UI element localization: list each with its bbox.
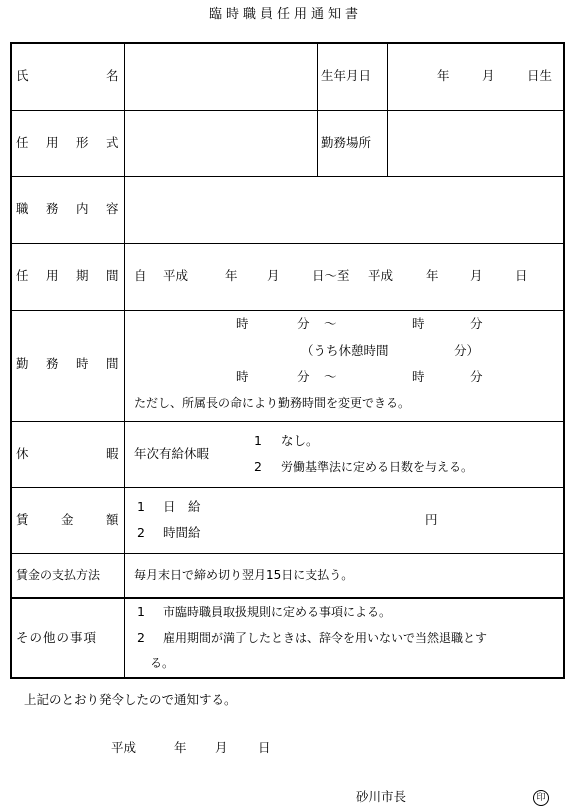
label-char: 額	[106, 512, 119, 527]
birthdate-label: 生年月日	[321, 68, 372, 83]
period-day-to: 日	[515, 268, 528, 283]
label-char: 金	[61, 512, 74, 527]
other-item1-number: 1	[137, 604, 145, 619]
label-char: 時	[76, 356, 89, 371]
hours-start-hour: 時	[236, 316, 249, 331]
hours-note: ただし、所属長の命により勤務時間を変更できる。	[134, 396, 411, 410]
label-char: 用	[46, 135, 59, 150]
label-char: 賃	[16, 512, 29, 527]
row-divider	[10, 597, 565, 599]
wage-item1-number: 1	[137, 499, 145, 514]
birth-month: 月	[482, 68, 495, 83]
table-frame	[10, 42, 565, 679]
label-char: 内	[76, 201, 89, 216]
issue-year: 年	[174, 740, 187, 755]
label-char: 間	[106, 356, 119, 371]
row-divider	[10, 310, 565, 311]
workplace-label: 勤務場所	[321, 135, 372, 150]
period-era-to: 平成	[368, 268, 394, 283]
birth-day: 日生	[527, 68, 553, 83]
hours-end-minute: 分	[470, 369, 483, 384]
payment-label: 賃金の支払方法	[16, 568, 101, 582]
label-char: 用	[46, 268, 59, 283]
other-label: その他の事項	[16, 630, 98, 645]
name-label-a: 氏	[16, 68, 29, 83]
leave-option1-number: 1	[254, 433, 262, 448]
period-month-to: 月	[470, 268, 483, 283]
label-char: 容	[106, 201, 119, 216]
wage-item2-number: 2	[137, 525, 145, 540]
wage-unit-yen: 円	[425, 512, 438, 527]
period-year-to: 年	[426, 268, 439, 283]
other-item2-continued: る。	[150, 656, 175, 670]
leave-option2-number: 2	[254, 459, 262, 474]
leave-type: 年次有給休暇	[134, 446, 210, 461]
label-char: 形	[76, 135, 89, 150]
name-label-b: 名	[106, 68, 119, 83]
hours-tilde: ～	[324, 369, 337, 384]
label-char: 期	[76, 268, 89, 283]
other-item2-number: 2	[137, 630, 145, 645]
column-divider	[317, 42, 318, 176]
row-divider	[10, 176, 565, 177]
leave-option1: なし。	[281, 433, 319, 448]
break-time-open: （うち休憩時間	[301, 343, 389, 358]
document-title: 臨時職員任用通知書	[208, 7, 362, 22]
label-char: 任	[16, 268, 29, 283]
hours-start-minute: 分	[297, 316, 310, 331]
break-time-close: 分）	[454, 343, 480, 358]
issue-era: 平成	[111, 740, 137, 755]
label-char: 職	[16, 201, 29, 216]
wage-daily: 日 給	[163, 499, 201, 514]
period-from: 自	[134, 268, 147, 283]
hours-start-hour: 時	[236, 369, 249, 384]
hours-end-hour: 時	[412, 369, 425, 384]
issue-month: 月	[215, 740, 228, 755]
leave-option2: 労働基準法に定める日数を与える。	[281, 460, 474, 474]
leave-label-a: 休	[16, 446, 29, 461]
hours-end-hour: 時	[412, 316, 425, 331]
hours-tilde: ～	[324, 316, 337, 331]
hours-start-minute: 分	[297, 369, 310, 384]
label-char: 間	[106, 268, 119, 283]
label-char: 務	[46, 201, 59, 216]
row-divider	[10, 487, 565, 488]
leave-label-b: 暇	[106, 446, 119, 461]
period-year-from: 年	[225, 268, 238, 283]
other-item1: 市臨時職員取扱規則に定める事項による。	[163, 605, 392, 619]
period-day-from: 日～至	[312, 268, 350, 283]
period-month-from: 月	[267, 268, 280, 283]
seal-mark: 印	[533, 790, 549, 806]
row-divider	[10, 110, 565, 111]
birth-year: 年	[437, 68, 450, 83]
row-divider	[10, 553, 565, 554]
wage-hourly: 時間給	[163, 525, 201, 540]
name-field[interactable]	[126, 44, 315, 108]
row-divider	[10, 243, 565, 244]
issue-statement: 上記のとおり発令したので通知する。	[24, 692, 237, 707]
payment-text: 毎月末日で締め切り翌月15日に支払う。	[134, 568, 354, 582]
row-divider	[10, 421, 565, 422]
issuer-name: 砂川市長	[356, 789, 407, 804]
label-char: 勤	[16, 356, 29, 371]
hours-end-minute: 分	[470, 316, 483, 331]
label-char: 式	[106, 135, 119, 150]
label-char: 務	[46, 356, 59, 371]
label-char: 任	[16, 135, 29, 150]
label-column-divider	[124, 42, 125, 679]
other-item2: 雇用期間が満了したときは、辞令を用いないで当然退職とす	[163, 631, 488, 645]
issue-day: 日	[258, 740, 271, 755]
period-era-from: 平成	[163, 268, 189, 283]
column-divider	[387, 42, 388, 176]
